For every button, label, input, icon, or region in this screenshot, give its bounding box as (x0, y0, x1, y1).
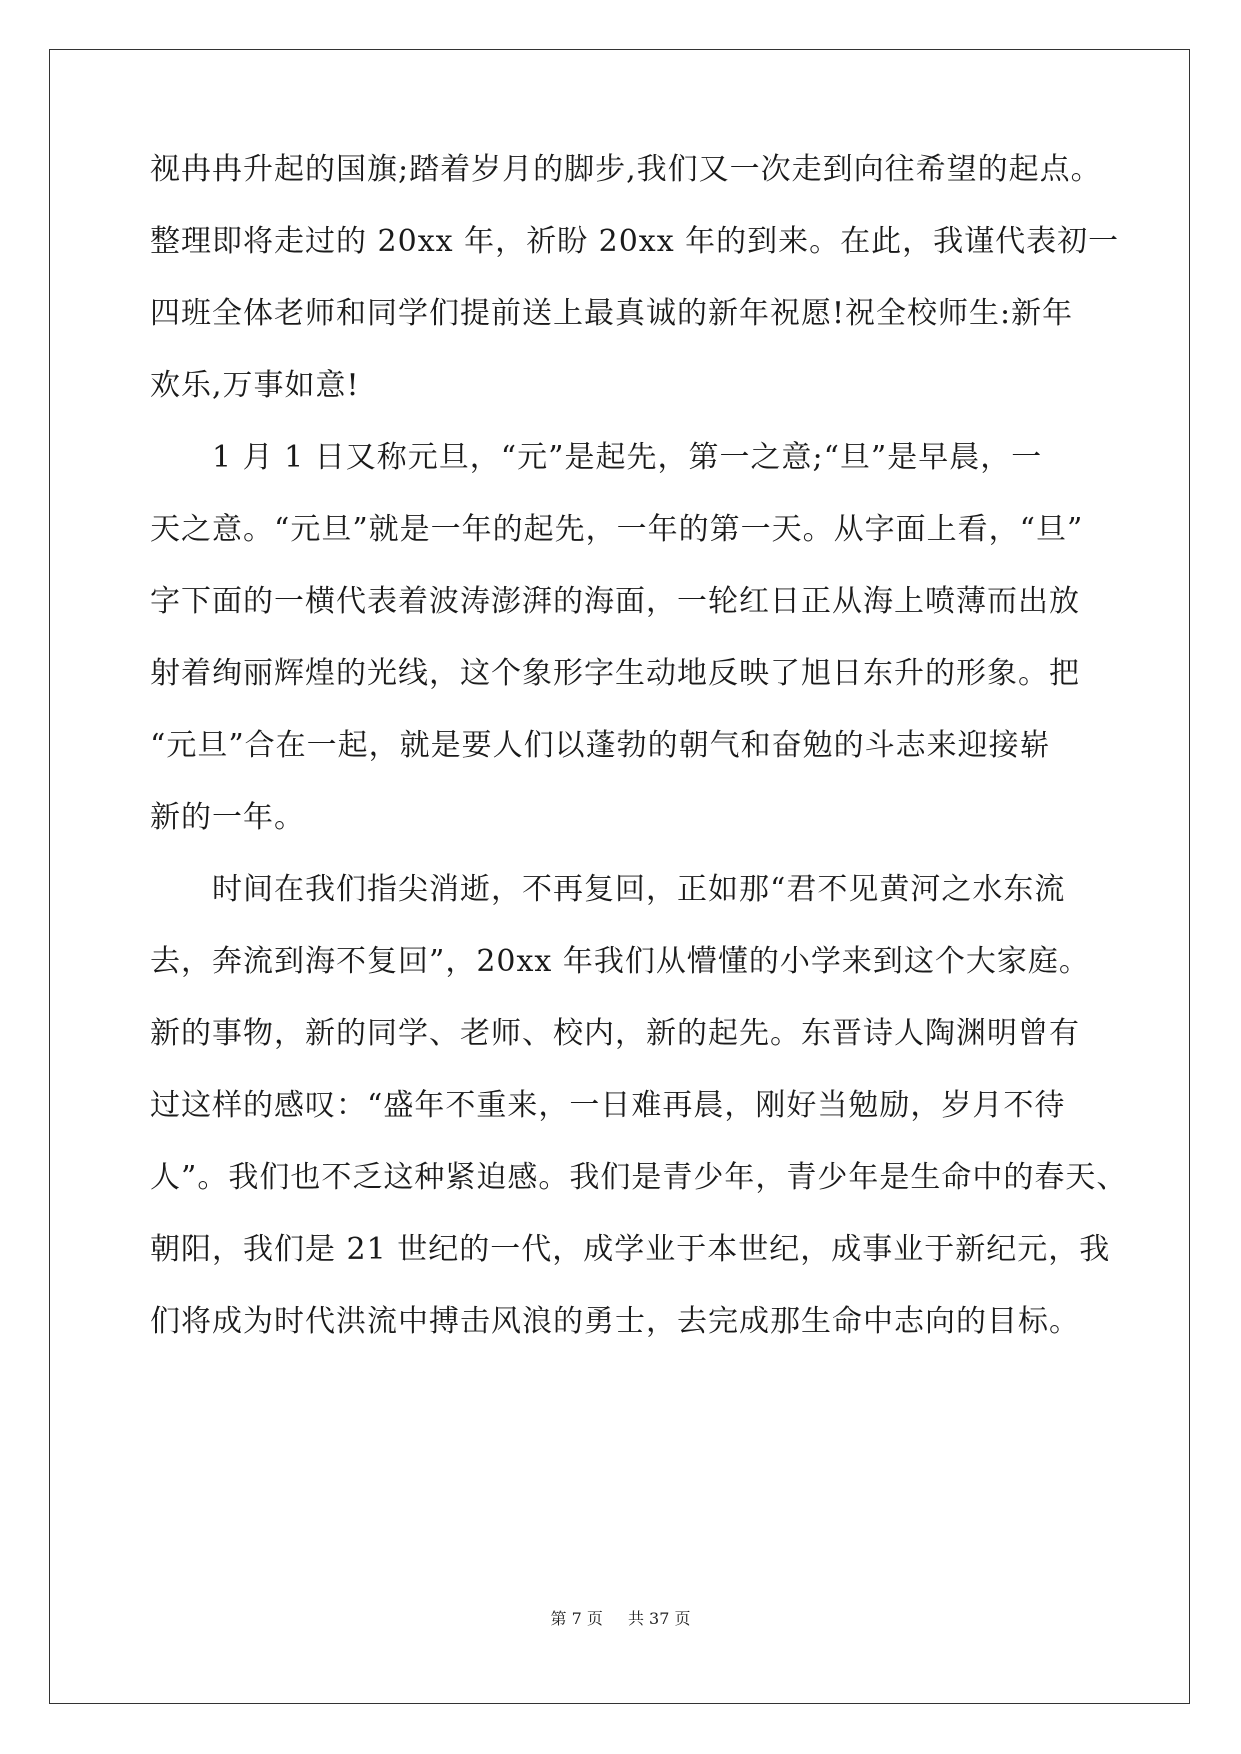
text-line: 去，奔流到海不复回”，20xx 年我们从懵懂的小学来到这个大家庭。 (150, 944, 1090, 979)
text-line: “元旦”合在一起，就是要人们以蓬勃的朝气和奋勉的斗志来迎接崭 (150, 728, 1051, 763)
text-line: 天之意。“元旦”就是一年的起先，一年的第一天。从字面上看，“旦” (150, 512, 1084, 547)
text-line: 整理即将走过的 20xx 年，祈盼 20xx 年的到来。在此，我谨代表初一 (150, 224, 1120, 259)
text-line: 人”。我们也不乏这种紧迫感。我们是青少年，青少年是生命中的春天、 (150, 1160, 1128, 1195)
text-line: 新的一年。 (150, 800, 305, 835)
text-line: 时间在我们指尖消逝，不再复回，正如那“君不见黄河之水东流 (150, 872, 1066, 907)
text-line: 们将成为时代洪流中搏击风浪的勇士，去完成那生命中志向的目标。 (150, 1304, 1080, 1339)
page-number: 第 7 页 (550, 1609, 603, 1628)
page-footer (0, 1609, 1241, 1629)
text-line: 视冉冉升起的国旗;踏着岁月的脚步,我们又一次走到向往希望的起点。 (150, 152, 1102, 187)
text-line: 欢乐,万事如意! (150, 368, 360, 403)
text-line: 四班全体老师和同学们提前送上最真诚的新年祝愿!祝全校师生:新年 (150, 296, 1074, 331)
text-line: 字下面的一横代表着波涛澎湃的海面，一轮红日正从海上喷薄而出放 (150, 584, 1080, 619)
page-total: 共 37 页 (627, 1609, 691, 1628)
text-line: 1 月 1 日又称元旦，“元”是起先，第一之意;“旦”是早晨，一 (150, 440, 1043, 475)
text-line: 朝阳，我们是 21 世纪的一代，成学业于本世纪，成事业于新纪元，我 (150, 1232, 1111, 1267)
text-line: 新的事物，新的同学、老师、校内，新的起先。东晋诗人陶渊明曾有 (150, 1016, 1080, 1051)
text-line: 射着绚丽辉煌的光线，这个象形字生动地反映了旭日东升的形象。把 (150, 656, 1080, 691)
text-line: 过这样的感叹：“盛年不重来，一日难再晨，刚好当勉励，岁月不待 (150, 1088, 1066, 1123)
